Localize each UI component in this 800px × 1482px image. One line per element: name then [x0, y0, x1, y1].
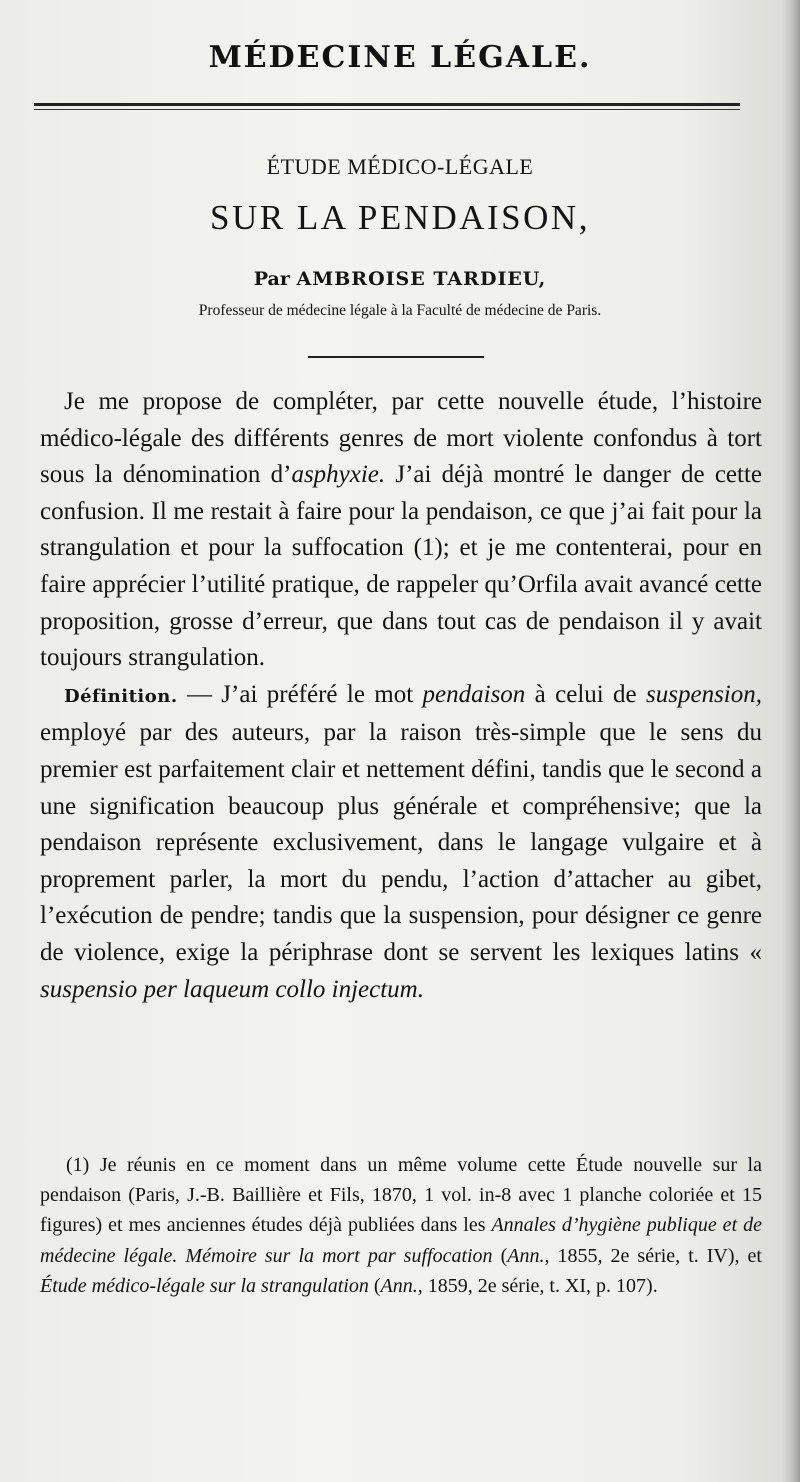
author-name: AMBROISE TARDIEU, [296, 268, 547, 290]
footnote-text [40, 1150, 762, 1301]
title-separator-rule [308, 356, 484, 358]
header-rule-thin [34, 109, 740, 110]
footnote-seg-2: ( [492, 1244, 508, 1267]
byline [0, 268, 800, 290]
footnote [40, 1150, 762, 1301]
article-body [40, 384, 762, 1008]
footnote-italic-1: Annales d’hygiène publique et de médecine légale. Mémoire sur la mort par suffocation [40, 1214, 762, 1267]
definition-text-3: employé par des auteurs, par la raison très-simple que le sens du premier est parfaitement clair et nettement défini, tandis que le second a une signification beaucoup plus générale et compréhensive; que la pendaison représente exclusivement, dans le langage vulgaire et à proprement parler, la mort du pendu, l’action d’attacher au gibet, l’exécution de pendre; tandis que la suspension, pour désigner ce genre de violence, exige la périphrase dont se servent les lexiques latins « [40, 719, 762, 966]
paragraph-intro-text-cont: J’ai déjà montré le danger de cette confusion. Il me restait à faire pour la pendaison, ce que j’ai fait pour la strangulation et pour la suffocation (1); et je me contenterai, pour en faire apprécier l’utilité pratique, de rappeler qu’Orfila avait avancé cette proposition, grosse d’erreur, que dans tout cas de pendaison il y avait toujours strangulation. [40, 461, 762, 672]
header-rule [34, 103, 740, 106]
definition-text-2: à celui de [525, 680, 647, 708]
footnote-seg-3: , 1855, 2e série, t. IV), et [544, 1244, 762, 1267]
definition-text-1: — J’ai préféré le mot [177, 680, 423, 708]
term-asphyxie: asphyxie. [291, 461, 386, 489]
footnote-seg-5: , 1859, 2e série, t. XI, p. 107). [417, 1274, 658, 1297]
term-pendaison: pendaison [422, 680, 526, 708]
footnote-italic-4: Ann. [380, 1274, 418, 1297]
article-kicker: ÉTUDE MÉDICO-LÉGALE [266, 154, 534, 179]
definition-lead-in: Définition. [64, 685, 178, 707]
footnote-italic-2: Ann. [507, 1244, 545, 1267]
latin-quote: suspensio per laqueum collo injectum. [40, 975, 424, 1003]
footnote-seg-1: (1) Je réunis en ce moment dans un même volume cette Étude nouvelle sur la pendaison (Paris, J.-B. Baillière et Fils, 1870, 1 vol. in-8 avec 1 planche coloriée et 15 figures) et mes anciennes études déjà publiées dans les [40, 1154, 762, 1237]
paragraph-definition [40, 677, 762, 1008]
footnote-italic-3: Étude médico-légale sur la strangulation [40, 1274, 369, 1297]
paragraph-intro [40, 384, 762, 677]
article-title: SUR LA PENDAISON, [210, 198, 590, 237]
paragraph-intro-text: Je me propose de compléter, par cette nouvelle étude, l’histoire médico-légale des différents genres de mort violente confondus à tort sous la dénomination d’ [40, 388, 762, 489]
term-suspension: suspension, [646, 680, 762, 708]
author-affiliation: Professeur de médecine légale à la Faculté de médecine de Paris. [198, 302, 602, 319]
byline-prefix: Par [253, 268, 297, 290]
footnote-seg-4: ( [368, 1274, 381, 1297]
running-head: MÉDECINE LÉGALE. [208, 40, 592, 75]
